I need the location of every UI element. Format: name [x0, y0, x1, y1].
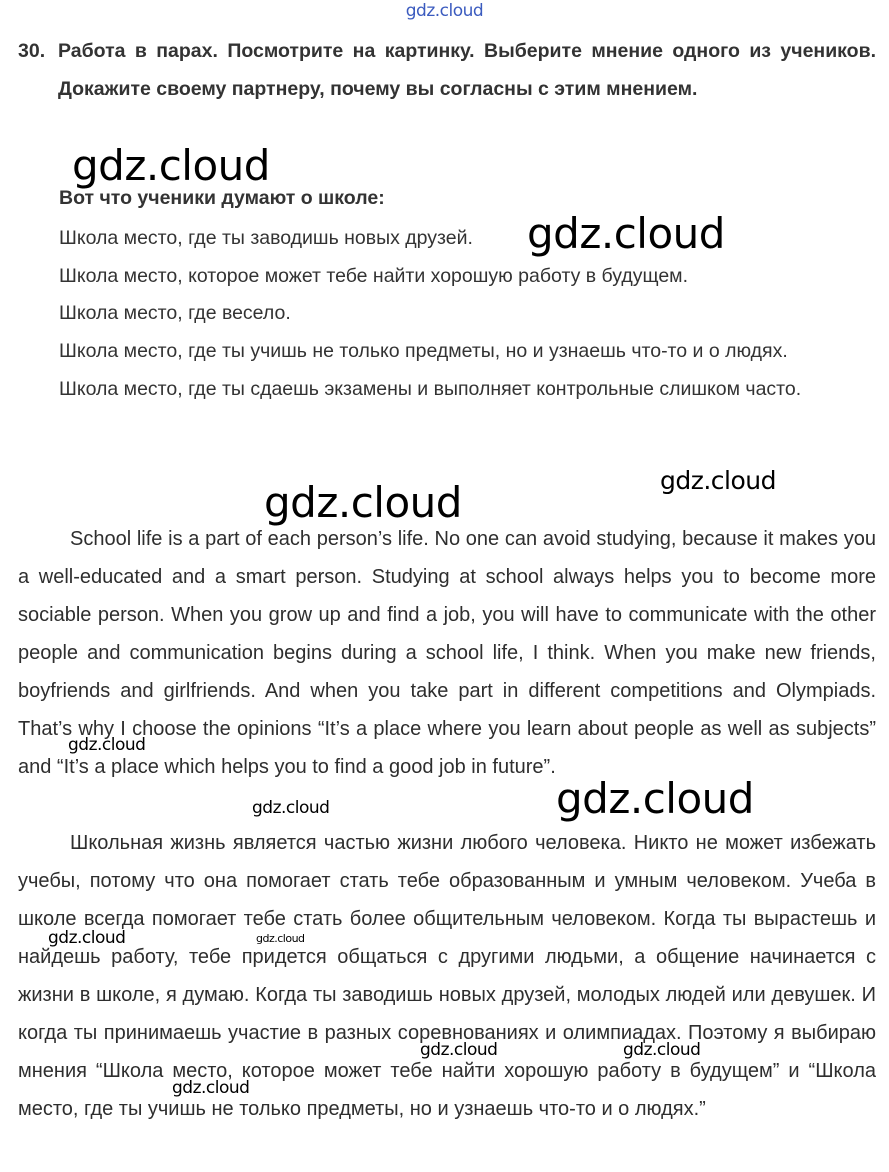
watermark: gdz.cloud: [556, 774, 754, 823]
task-block: [18, 32, 876, 108]
watermark: gdz.cloud: [623, 1040, 701, 1060]
watermark: gdz.cloud: [72, 141, 270, 190]
header-watermark: gdz.cloud: [405, 1, 484, 21]
watermark: gdz.cloud: [252, 798, 330, 818]
watermark: gdz.cloud: [527, 209, 725, 258]
watermark: gdz.cloud: [256, 932, 305, 945]
watermark: gdz.cloud: [660, 466, 777, 495]
opinion-item: Школа место, где ты сдаешь экзамены и выполняет контрольные слишком часто.: [59, 377, 802, 400]
opinion-item: Школа место, где ты учишь не только предметы, но и узнаешь что-то и о людях.: [59, 340, 788, 363]
opinion-item: Школа место, где ты заводишь новых друзей.: [59, 227, 473, 249]
essay-english: School life is a part of each person’s life. No one can avoid studying, because it makes you a well-educated and a smart person. Studying at school always helps you to become more sociable person. When you grow up and find a job, you will have to communicate with the other people and communication begins during a school life, I think. When you make new friends, boyfriends and girlfriends. And when you take part in different competitions and Olympiads. That’s why I choose the opinions “It’s a place where you learn about people as well as subjects” and “It’s a place which helps you to find a good job in future”.: [18, 528, 876, 778]
watermark: gdz.cloud: [68, 735, 146, 755]
opinions-list: [59, 220, 876, 409]
opinions-title: Вот что ученики думают о школе:: [59, 187, 385, 209]
opinion-item: Школа место, которое может тебе найти хорошую работу в будущем.: [59, 264, 689, 287]
watermark: gdz.cloud: [420, 1040, 498, 1060]
task-text: Работа в парах. Посмотрите на картинку. Выберите мнение одного из учеников. Докажите своему партнеру, почему вы согласны с этим мнением.: [58, 40, 876, 100]
opinion-item: Школа место, где весело.: [59, 302, 291, 325]
watermark: gdz.cloud: [48, 928, 126, 948]
task-number: 30.: [18, 40, 46, 62]
watermark: gdz.cloud: [172, 1078, 250, 1098]
watermark: gdz.cloud: [264, 478, 462, 527]
essay-russian: Школьная жизнь является частью жизни любого человека. Никто не может избежать учебы, потому что она помогает стать тебе образованным и умным человеком. Учеба в школе всегда помогает тебе стать более общительным человеком. Когда ты вырастешь и найдешь работу, тебе придется общаться с другими людьми, а общение начинается с жизни в школе, я думаю. Когда ты заводишь новых друзей, молодых людей или девушек. И когда ты принимаешь участие в разных соревнованиях и олимпиадах. Поэтому я выбираю мнения “Школа место, которое может тебе найти хорошую работу в будущем” и “Школа место, где ты учишь не только предметы, но и узнаешь что-то и о людях.”: [18, 832, 876, 1120]
